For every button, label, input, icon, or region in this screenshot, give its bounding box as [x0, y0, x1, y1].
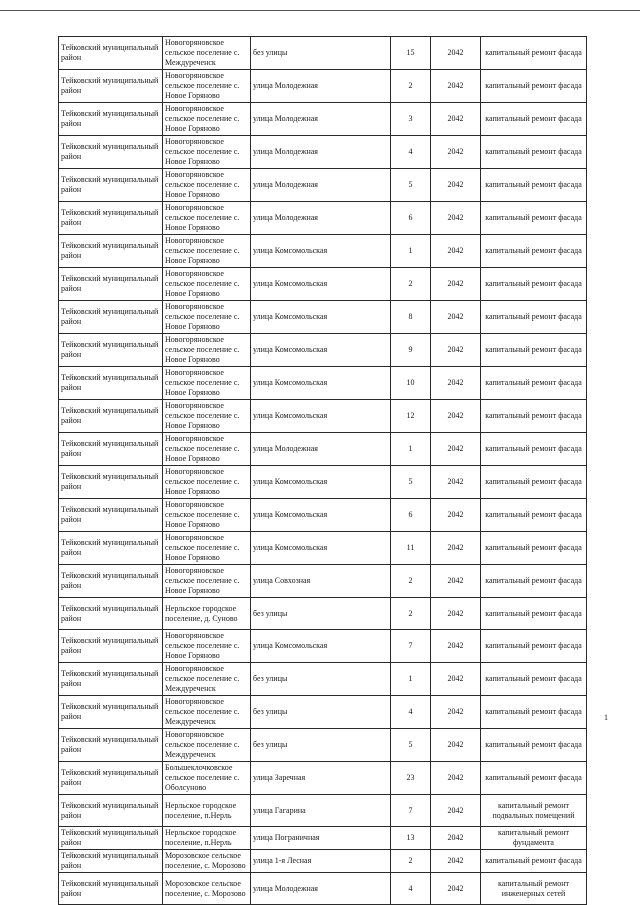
table-row [59, 873, 587, 905]
table-row [59, 268, 587, 301]
district-cell: Тейковский муниципальный район [59, 334, 163, 367]
street-cell: улица Гагарина [251, 795, 391, 827]
table-row [59, 729, 587, 762]
work-type-cell: капитальный ремонт фасада [481, 466, 587, 499]
settlement-cell: Новогоряновское сельское поселение с. Новое Горяново [163, 400, 251, 433]
street-cell: улица Комсомольская [251, 235, 391, 268]
district-cell: Тейковский муниципальный район [59, 466, 163, 499]
work-type-cell: капитальный ремонт фасада [481, 268, 587, 301]
year-cell: 2042 [431, 696, 481, 729]
year-cell: 2042 [431, 850, 481, 873]
district-cell: Тейковский муниципальный район [59, 850, 163, 873]
district-cell: Тейковский муниципальный район [59, 169, 163, 202]
house-number-cell: 5 [391, 466, 431, 499]
table-row [59, 301, 587, 334]
street-cell: без улицы [251, 598, 391, 630]
house-number-cell: 6 [391, 499, 431, 532]
table-row [59, 37, 587, 70]
year-cell: 2042 [431, 873, 481, 905]
settlement-cell: Новогоряновское сельское поселение с. Новое Горяново [163, 136, 251, 169]
street-cell: улица Комсомольская [251, 499, 391, 532]
settlement-cell: Новогоряновское сельское поселение с. Междуреченск [163, 37, 251, 70]
street-cell: улица Молодежная [251, 103, 391, 136]
settlement-cell: Новогоряновское сельское поселение с. Новое Горяново [163, 301, 251, 334]
year-cell: 2042 [431, 466, 481, 499]
house-number-cell: 3 [391, 103, 431, 136]
street-cell: без улицы [251, 729, 391, 762]
street-cell: без улицы [251, 663, 391, 696]
house-number-cell: 1 [391, 235, 431, 268]
work-type-cell: капитальный ремонт фасада [481, 729, 587, 762]
settlement-cell: Новогоряновское сельское поселение с. Новое Горяново [163, 235, 251, 268]
year-cell: 2042 [431, 334, 481, 367]
work-type-cell: капитальный ремонт фасада [481, 433, 587, 466]
house-number-cell: 13 [391, 827, 431, 850]
street-cell: улица Комсомольская [251, 334, 391, 367]
settlement-cell: Новогоряновское сельское поселение с. Междуреченск [163, 663, 251, 696]
street-cell: улица Молодежная [251, 202, 391, 235]
work-type-cell: капитальный ремонт подвальных помещений [481, 795, 587, 827]
settlement-cell: Нерльское городское поселение, п.Нерль [163, 827, 251, 850]
table-row [59, 762, 587, 795]
settlement-cell: Морозовское сельское поселение, с. Морозово [163, 850, 251, 873]
work-type-cell: капитальный ремонт фасада [481, 334, 587, 367]
house-number-cell: 2 [391, 70, 431, 103]
street-cell: улица Молодежная [251, 70, 391, 103]
table-row [59, 696, 587, 729]
house-number-cell: 23 [391, 762, 431, 795]
table-row [59, 334, 587, 367]
house-number-cell: 7 [391, 795, 431, 827]
district-cell: Тейковский муниципальный район [59, 630, 163, 663]
district-cell: Тейковский муниципальный район [59, 827, 163, 850]
street-cell: улица Молодежная [251, 169, 391, 202]
district-cell: Тейковский муниципальный район [59, 663, 163, 696]
year-cell: 2042 [431, 827, 481, 850]
settlement-cell: Новогоряновское сельское поселение с. Новое Горяново [163, 466, 251, 499]
district-cell: Тейковский муниципальный район [59, 873, 163, 905]
settlement-cell: Новогоряновское сельское поселение с. Междуреченск [163, 729, 251, 762]
district-cell: Тейковский муниципальный район [59, 400, 163, 433]
work-type-cell: капитальный ремонт фасада [481, 400, 587, 433]
table-row [59, 499, 587, 532]
house-number-cell: 1 [391, 663, 431, 696]
house-number-cell: 9 [391, 334, 431, 367]
district-cell: Тейковский муниципальный район [59, 696, 163, 729]
settlement-cell: Новогоряновское сельское поселение с. Новое Горяново [163, 334, 251, 367]
work-type-cell: капитальный ремонт фасада [481, 598, 587, 630]
year-cell: 2042 [431, 268, 481, 301]
work-type-cell: капитальный ремонт фасада [481, 103, 587, 136]
house-number-cell: 4 [391, 873, 431, 905]
table-row [59, 235, 587, 268]
year-cell: 2042 [431, 70, 481, 103]
year-cell: 2042 [431, 433, 481, 466]
house-number-cell: 2 [391, 268, 431, 301]
district-cell: Тейковский муниципальный район [59, 268, 163, 301]
margin-mark: 1 [604, 713, 608, 722]
district-cell: Тейковский муниципальный район [59, 235, 163, 268]
year-cell: 2042 [431, 630, 481, 663]
table-row [59, 70, 587, 103]
street-cell: улица Молодежная [251, 433, 391, 466]
settlement-cell: Новогоряновское сельское поселение с. Новое Горяново [163, 202, 251, 235]
settlement-cell: Новогоряновское сельское поселение с. Междуреченск [163, 696, 251, 729]
registry-sheet [58, 36, 586, 905]
work-type-cell: капитальный ремонт фасада [481, 70, 587, 103]
settlement-cell: Новогоряновское сельское поселение с. Новое Горяново [163, 169, 251, 202]
table-row [59, 850, 587, 873]
work-type-cell: капитальный ремонт фасада [481, 532, 587, 565]
district-cell: Тейковский муниципальный район [59, 37, 163, 70]
table-row [59, 169, 587, 202]
work-type-cell: капитальный ремонт фасада [481, 663, 587, 696]
year-cell: 2042 [431, 169, 481, 202]
table-row [59, 663, 587, 696]
year-cell: 2042 [431, 598, 481, 630]
street-cell: улица Комсомольская [251, 268, 391, 301]
table-row [59, 532, 587, 565]
street-cell: улица Комсомольская [251, 367, 391, 400]
settlement-cell: Новогоряновское сельское поселение с. Новое Горяново [163, 268, 251, 301]
district-cell: Тейковский муниципальный район [59, 136, 163, 169]
district-cell: Тейковский муниципальный район [59, 70, 163, 103]
district-cell: Тейковский муниципальный район [59, 762, 163, 795]
street-cell: улица Комсомольская [251, 301, 391, 334]
street-cell: улица Заречная [251, 762, 391, 795]
year-cell: 2042 [431, 37, 481, 70]
work-type-cell: капитальный ремонт фасада [481, 565, 587, 598]
street-cell: улица 1-я Лесная [251, 850, 391, 873]
settlement-cell: Морозовское сельское поселение, с. Морозово [163, 873, 251, 905]
house-number-cell: 4 [391, 136, 431, 169]
year-cell: 2042 [431, 663, 481, 696]
table-row [59, 202, 587, 235]
work-type-cell: капитальный ремонт фасада [481, 367, 587, 400]
street-cell: улица Молодежная [251, 136, 391, 169]
district-cell: Тейковский муниципальный район [59, 795, 163, 827]
house-number-cell: 12 [391, 400, 431, 433]
house-number-cell: 15 [391, 37, 431, 70]
table-row [59, 598, 587, 630]
settlement-cell: Нерльское городское поселение, п.Нерль [163, 795, 251, 827]
work-type-cell: капитальный ремонт фасада [481, 202, 587, 235]
table-row [59, 400, 587, 433]
street-cell: улица Комсомольская [251, 466, 391, 499]
house-number-cell: 7 [391, 630, 431, 663]
year-cell: 2042 [431, 400, 481, 433]
table-row [59, 433, 587, 466]
district-cell: Тейковский муниципальный район [59, 367, 163, 400]
settlement-cell: Новогоряновское сельское поселение с. Новое Горяново [163, 70, 251, 103]
work-type-cell: капитальный ремонт фасада [481, 499, 587, 532]
settlement-cell: Новогоряновское сельское поселение с. Новое Горяново [163, 499, 251, 532]
house-number-cell: 4 [391, 696, 431, 729]
work-type-cell: капитальный ремонт фундамента [481, 827, 587, 850]
table-row [59, 136, 587, 169]
work-type-cell: капитальный ремонт фасада [481, 37, 587, 70]
house-number-cell: 6 [391, 202, 431, 235]
house-number-cell: 2 [391, 565, 431, 598]
house-number-cell: 2 [391, 598, 431, 630]
district-cell: Тейковский муниципальный район [59, 499, 163, 532]
district-cell: Тейковский муниципальный район [59, 433, 163, 466]
year-cell: 2042 [431, 565, 481, 598]
district-cell: Тейковский муниципальный район [59, 103, 163, 136]
year-cell: 2042 [431, 235, 481, 268]
settlement-cell: Новогоряновское сельское поселение с. Новое Горяново [163, 532, 251, 565]
year-cell: 2042 [431, 367, 481, 400]
year-cell: 2042 [431, 729, 481, 762]
year-cell: 2042 [431, 532, 481, 565]
district-cell: Тейковский муниципальный район [59, 565, 163, 598]
street-cell: улица Молодежная [251, 873, 391, 905]
settlement-cell: Новогоряновское сельское поселение с. Новое Горяново [163, 630, 251, 663]
street-cell: улица Комсомольская [251, 532, 391, 565]
table-row [59, 795, 587, 827]
table-row [59, 630, 587, 663]
district-cell: Тейковский муниципальный район [59, 202, 163, 235]
table-row [59, 103, 587, 136]
work-type-cell: капитальный ремонт фасада [481, 762, 587, 795]
settlement-cell: Новогоряновское сельское поселение с. Новое Горяново [163, 367, 251, 400]
work-type-cell: капитальный ремонт фасада [481, 696, 587, 729]
house-number-cell: 10 [391, 367, 431, 400]
work-type-cell: капитальный ремонт фасада [481, 301, 587, 334]
work-type-cell: капитальный ремонт фасада [481, 169, 587, 202]
house-number-cell: 11 [391, 532, 431, 565]
district-cell: Тейковский муниципальный район [59, 301, 163, 334]
street-cell: улица Комсомольская [251, 400, 391, 433]
settlement-cell: Большеклочковское сельское поселение с. Оболсуново [163, 762, 251, 795]
top-rule [0, 10, 640, 11]
year-cell: 2042 [431, 499, 481, 532]
year-cell: 2042 [431, 202, 481, 235]
work-type-cell: капитальный ремонт фасада [481, 235, 587, 268]
year-cell: 2042 [431, 103, 481, 136]
table-row [59, 466, 587, 499]
district-cell: Тейковский муниципальный район [59, 532, 163, 565]
settlement-cell: Новогоряновское сельское поселение с. Новое Горяново [163, 103, 251, 136]
district-cell: Тейковский муниципальный район [59, 598, 163, 630]
registry-table [58, 36, 587, 905]
table-row [59, 827, 587, 850]
house-number-cell: 1 [391, 433, 431, 466]
year-cell: 2042 [431, 136, 481, 169]
street-cell: без улицы [251, 37, 391, 70]
street-cell: без улицы [251, 696, 391, 729]
work-type-cell: капитальный ремонт фасада [481, 850, 587, 873]
settlement-cell: Нерльское городское поселение, д. Суново [163, 598, 251, 630]
settlement-cell: Новогоряновское сельское поселение с. Новое Горяново [163, 565, 251, 598]
settlement-cell: Новогоряновское сельское поселение с. Новое Горяново [163, 433, 251, 466]
street-cell: улица Совхозная [251, 565, 391, 598]
table-row [59, 367, 587, 400]
house-number-cell: 5 [391, 729, 431, 762]
work-type-cell: капитальный ремонт инженерных сетей [481, 873, 587, 905]
table-row [59, 565, 587, 598]
street-cell: улица Комсомольская [251, 630, 391, 663]
house-number-cell: 5 [391, 169, 431, 202]
district-cell: Тейковский муниципальный район [59, 729, 163, 762]
work-type-cell: капитальный ремонт фасада [481, 630, 587, 663]
year-cell: 2042 [431, 795, 481, 827]
street-cell: улица Пограничная [251, 827, 391, 850]
year-cell: 2042 [431, 301, 481, 334]
registry-rows [59, 37, 587, 905]
year-cell: 2042 [431, 762, 481, 795]
house-number-cell: 8 [391, 301, 431, 334]
work-type-cell: капитальный ремонт фасада [481, 136, 587, 169]
house-number-cell: 2 [391, 850, 431, 873]
